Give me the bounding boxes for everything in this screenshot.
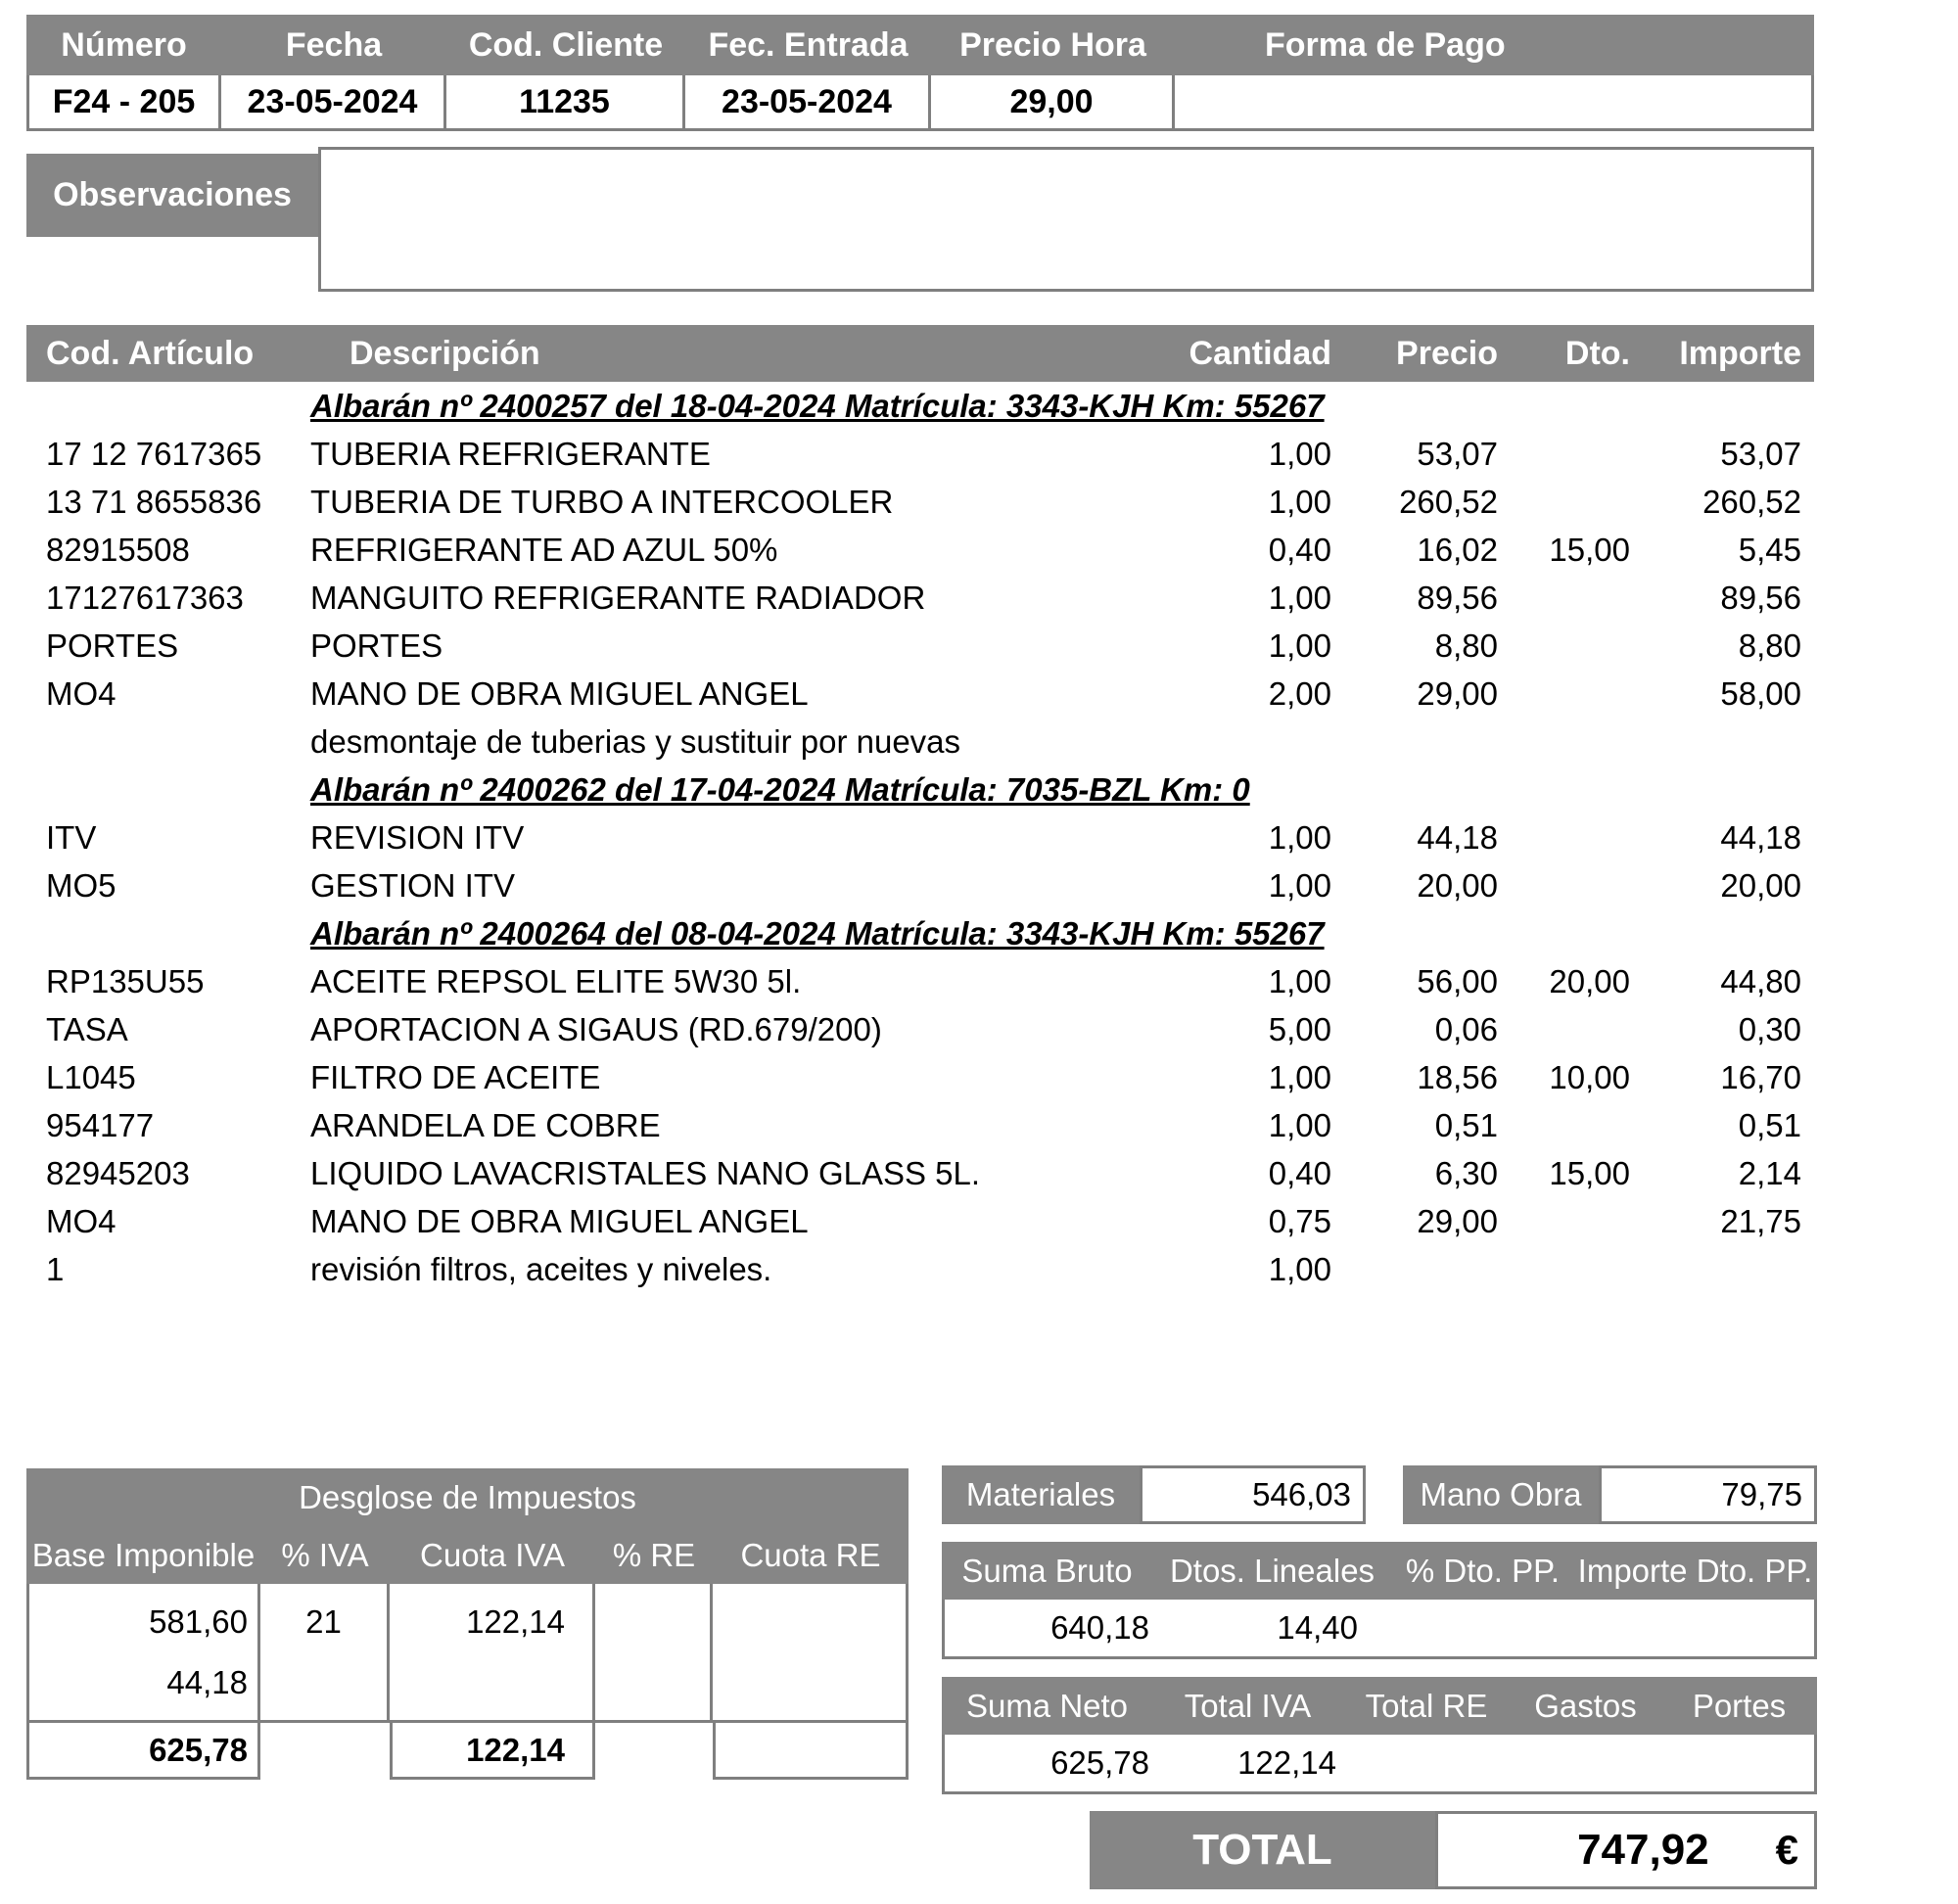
- tax-breakdown-header: [26, 1468, 909, 1584]
- item-code: 1: [46, 1250, 65, 1287]
- gross-col-pct-dto-pp: % Dto. PP.: [1405, 1552, 1561, 1589]
- item-amount: 8,80: [1738, 627, 1801, 664]
- item-price: 16,02: [1417, 531, 1498, 568]
- grand-total-value-box: [1435, 1811, 1817, 1889]
- grand-total-amount: 747,92: [1577, 1826, 1709, 1874]
- invoice-header-row: [26, 15, 1814, 75]
- item-description: desmontaje de tuberias y sustituir por nuevas: [310, 722, 961, 760]
- tax-base-row2: 44,18: [166, 1664, 248, 1700]
- item-quantity: 1,00: [1268, 866, 1331, 904]
- invoice-header-table: [26, 15, 1814, 131]
- item-price: 0,51: [1434, 1106, 1498, 1143]
- item-discount: 15,00: [1549, 531, 1630, 568]
- item-code: 17 12 7617365: [46, 435, 262, 472]
- item-row: [26, 957, 1814, 1005]
- tax-cuota-re-cell: [713, 1584, 909, 1720]
- tax-col-pct-re: % RE: [612, 1536, 696, 1573]
- payment-method-value: [1175, 75, 1814, 128]
- item-code: ITV: [46, 818, 97, 856]
- item-description: PORTES: [310, 627, 443, 664]
- header-col-cod-cliente: Cod. Cliente: [468, 25, 664, 64]
- gross-sum-table: [942, 1542, 1817, 1659]
- item-amount: 21,75: [1720, 1202, 1801, 1239]
- tax-breakdown-table: [26, 1468, 909, 1780]
- item-discount: 20,00: [1549, 962, 1630, 999]
- item-description: ARANDELA DE COBRE: [310, 1106, 661, 1143]
- item-code: MO4: [46, 674, 117, 712]
- labor-label: Mano Obra: [1403, 1465, 1599, 1524]
- tax-col-base: Base Imponible: [31, 1536, 256, 1573]
- albaran-section-title: Albarán nº 2400264 del 08-04-2024 Matrícula: 3343-KJH Km: 55267: [310, 914, 1325, 952]
- items-col-amount: Importe: [1679, 334, 1801, 372]
- item-quantity: 1,00: [1268, 1058, 1331, 1095]
- grand-total-box: [1090, 1811, 1817, 1889]
- tax-base-row1: 581,60: [149, 1603, 248, 1640]
- item-row: [26, 670, 1814, 718]
- item-quantity: 1,00: [1268, 483, 1331, 520]
- item-row: [26, 526, 1814, 574]
- item-quantity: 2,00: [1268, 674, 1331, 712]
- tax-cuota-iva-row1: 122,14: [466, 1603, 565, 1640]
- items-table-header: [26, 325, 1814, 382]
- item-description: MANO DE OBRA MIGUEL ANGEL: [310, 674, 809, 712]
- item-quantity: 1,00: [1268, 435, 1331, 472]
- net-col-suma-neto: Suma Neto: [965, 1687, 1129, 1724]
- item-quantity: 0,40: [1268, 531, 1331, 568]
- item-description: LIQUIDO LAVACRISTALES NANO GLASS 5L.: [310, 1154, 981, 1191]
- item-code: 82945203: [46, 1154, 190, 1191]
- item-price: 44,18: [1417, 818, 1498, 856]
- item-description: MANGUITO REFRIGERANTE RADIADOR: [310, 579, 926, 616]
- item-amount: 260,52: [1702, 483, 1801, 520]
- tax-col-cuota-iva: Cuota IVA: [420, 1536, 565, 1573]
- item-price: 0,06: [1434, 1010, 1498, 1047]
- net-col-portes: Portes: [1692, 1687, 1787, 1724]
- item-quantity: 1,00: [1268, 1106, 1331, 1143]
- item-amount: 0,30: [1738, 1010, 1801, 1047]
- invoice-values-row: [26, 75, 1814, 131]
- tax-total-cuota-iva: 122,14: [390, 1723, 595, 1780]
- item-price: 29,00: [1417, 674, 1498, 712]
- entry-date-value: 23-05-2024: [685, 75, 931, 128]
- item-code: L1045: [46, 1058, 136, 1095]
- item-row: [26, 861, 1814, 909]
- items-table: [26, 325, 1814, 1293]
- gross-sum-header: [942, 1542, 1817, 1600]
- tax-pct-re-cell: [595, 1584, 713, 1720]
- item-price: 18,56: [1417, 1058, 1498, 1095]
- items-col-code: Cod. Artículo: [46, 334, 255, 372]
- item-code: MO5: [46, 866, 117, 904]
- hourly-rate-value: 29,00: [931, 75, 1175, 128]
- net-sum-table: [942, 1677, 1817, 1794]
- albaran-section-title: Albarán nº 2400262 del 17-04-2024 Matrícula: 7035-BZL Km: 0: [310, 770, 1250, 808]
- item-row: [26, 622, 1814, 670]
- gross-col-importe-dto-pp: Importe Dto. PP.: [1577, 1552, 1813, 1589]
- item-quantity: 1,00: [1268, 962, 1331, 999]
- item-row: [26, 1197, 1814, 1245]
- items-body: [26, 382, 1814, 1293]
- item-description: revisión filtros, aceites y niveles.: [310, 1250, 772, 1287]
- net-col-gastos: Gastos: [1534, 1687, 1637, 1724]
- item-row: [26, 1005, 1814, 1053]
- gross-col-dtos-lineales: Dtos. Lineales: [1169, 1552, 1375, 1589]
- item-code: MO4: [46, 1202, 117, 1239]
- net-col-total-iva: Total IVA: [1184, 1687, 1312, 1724]
- item-code: 17127617363: [46, 579, 244, 616]
- invoice-date-value: 23-05-2024: [221, 75, 446, 128]
- item-row: [26, 813, 1814, 861]
- item-row: [26, 1053, 1814, 1101]
- item-description: GESTION ITV: [310, 866, 516, 904]
- item-row: [26, 718, 1814, 766]
- tax-col-cuota-re: Cuota RE: [740, 1536, 881, 1573]
- header-col-precio-hora: Precio Hora: [959, 25, 1146, 64]
- invoice-number-value: F24 - 205: [26, 75, 221, 128]
- header-col-fec-entrada: Fec. Entrada: [708, 25, 909, 64]
- item-description: FILTRO DE ACEITE: [310, 1058, 601, 1095]
- item-price: 89,56: [1417, 579, 1498, 616]
- item-code: RP135U55: [46, 962, 205, 999]
- item-price: 53,07: [1417, 435, 1498, 472]
- header-col-fecha: Fecha: [285, 25, 383, 64]
- grand-total-label: TOTAL: [1090, 1811, 1435, 1889]
- item-quantity: 1,00: [1268, 627, 1331, 664]
- net-sum-values: [942, 1735, 1817, 1794]
- item-amount: 5,45: [1738, 531, 1801, 568]
- item-code: TASA: [46, 1010, 128, 1047]
- item-discount: 15,00: [1549, 1154, 1630, 1191]
- observations-section: [26, 147, 1814, 292]
- euro-currency-symbol: €: [1775, 1827, 1798, 1873]
- header-col-forma-pago: Forma de Pago: [1265, 25, 1506, 64]
- item-amount: 44,18: [1720, 818, 1801, 856]
- item-code: PORTES: [46, 627, 179, 664]
- albaran-section-row: [26, 766, 1814, 813]
- item-amount: 53,07: [1720, 435, 1801, 472]
- item-code: 954177: [46, 1106, 155, 1143]
- item-quantity: 5,00: [1268, 1010, 1331, 1047]
- item-description: ACEITE REPSOL ELITE 5W30 5l.: [310, 962, 802, 999]
- item-description: REVISION ITV: [310, 818, 525, 856]
- items-col-quantity: Cantidad: [1189, 334, 1331, 372]
- tax-breakdown-title: Desglose de Impuestos: [299, 1478, 636, 1515]
- item-price: 29,00: [1417, 1202, 1498, 1239]
- tax-total-base: 625,78: [26, 1723, 260, 1780]
- gross-col-suma-bruto: Suma Bruto: [961, 1552, 1133, 1589]
- item-row: [26, 430, 1814, 478]
- gross-sum-values: [942, 1600, 1817, 1659]
- tax-col-pct-iva: % IVA: [281, 1536, 369, 1573]
- header-col-numero: Número: [61, 25, 187, 64]
- item-amount: 16,70: [1720, 1058, 1801, 1095]
- gross-suma-bruto-value: 640,18: [1050, 1609, 1149, 1646]
- item-price: 260,52: [1399, 483, 1498, 520]
- item-quantity: 1,00: [1268, 818, 1331, 856]
- gross-dtos-lineales-value: 14,40: [1277, 1609, 1358, 1646]
- item-description: REFRIGERANTE AD AZUL 50%: [310, 531, 778, 568]
- item-discount: 10,00: [1549, 1058, 1630, 1095]
- item-price: 6,30: [1434, 1154, 1498, 1191]
- item-quantity: 1,00: [1268, 579, 1331, 616]
- item-row: [26, 574, 1814, 622]
- labor-value: 79,75: [1599, 1465, 1817, 1524]
- item-amount: 89,56: [1720, 579, 1801, 616]
- item-row: [26, 1101, 1814, 1149]
- items-col-price: Precio: [1396, 334, 1498, 372]
- albaran-section-row: [26, 382, 1814, 430]
- tax-base-cell: [26, 1584, 260, 1720]
- net-total-iva-value: 122,14: [1237, 1744, 1336, 1781]
- item-quantity: 0,40: [1268, 1154, 1331, 1191]
- net-col-total-re: Total RE: [1365, 1687, 1488, 1724]
- item-description: MANO DE OBRA MIGUEL ANGEL: [310, 1202, 809, 1239]
- item-description: APORTACION A SIGAUS (RD.679/200): [310, 1010, 882, 1047]
- item-quantity: 0,75: [1268, 1202, 1331, 1239]
- tax-breakdown-columns: [26, 1526, 909, 1584]
- materials-value: 546,03: [1140, 1465, 1366, 1524]
- tax-breakdown-body: [26, 1584, 909, 1723]
- item-amount: 20,00: [1720, 866, 1801, 904]
- item-amount: 58,00: [1720, 674, 1801, 712]
- albaran-section-row: [26, 909, 1814, 957]
- labor-box: [1403, 1465, 1817, 1524]
- tax-pct-iva-row1: 21: [305, 1603, 342, 1640]
- item-description: TUBERIA DE TURBO A INTERCOOLER: [310, 483, 894, 520]
- materials-box: [942, 1465, 1366, 1524]
- item-code: 13 71 8655836: [46, 483, 262, 520]
- item-row: [26, 478, 1814, 526]
- tax-cuota-iva-cell: [390, 1584, 595, 1720]
- items-col-description: Descripción: [350, 334, 540, 372]
- albaran-section-title: Albarán nº 2400257 del 18-04-2024 Matrícula: 3343-KJH Km: 55267: [310, 387, 1325, 424]
- item-quantity: 1,00: [1268, 1250, 1331, 1287]
- item-row: [26, 1149, 1814, 1197]
- item-amount: 44,80: [1720, 962, 1801, 999]
- item-description: TUBERIA REFRIGERANTE: [310, 435, 711, 472]
- item-amount: 2,14: [1738, 1154, 1801, 1191]
- item-code: 82915508: [46, 531, 190, 568]
- items-col-discount: Dto.: [1564, 334, 1630, 372]
- item-price: 8,80: [1434, 627, 1498, 664]
- item-row: [26, 1245, 1814, 1293]
- tax-total-cuota-re: [713, 1723, 909, 1780]
- item-price: 56,00: [1417, 962, 1498, 999]
- client-code-value: 11235: [446, 75, 685, 128]
- tax-breakdown-totals-row: [26, 1723, 909, 1780]
- item-price: 20,00: [1417, 866, 1498, 904]
- observations-field: [318, 147, 1814, 292]
- net-suma-neto-value: 625,78: [1050, 1744, 1149, 1781]
- materials-label: Materiales: [942, 1465, 1140, 1524]
- item-amount: 0,51: [1738, 1106, 1801, 1143]
- net-sum-header: [942, 1677, 1817, 1735]
- observations-label: Observaciones: [26, 154, 318, 237]
- tax-pct-iva-cell: [260, 1584, 390, 1720]
